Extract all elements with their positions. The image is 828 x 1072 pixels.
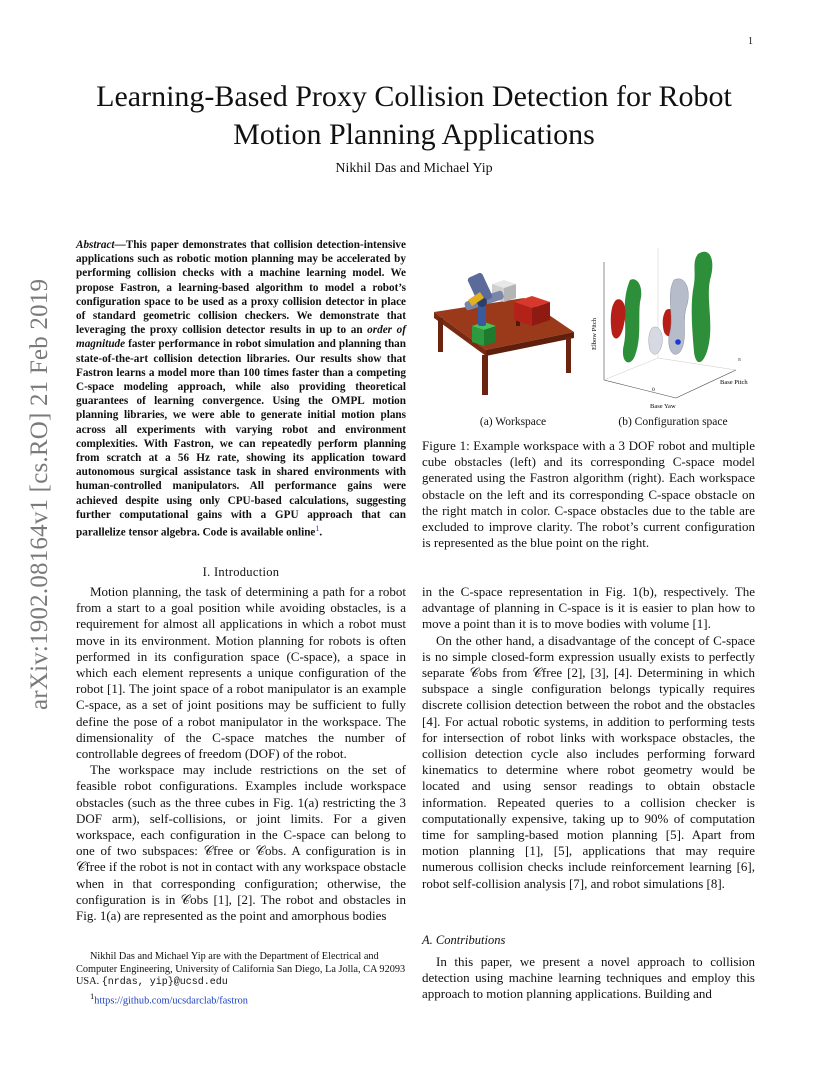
intro-body-left [76,584,406,924]
paper-title: Learning-Based Proxy Collision Detection for Robot Motion Planning Applications [96,80,732,151]
page-number: 1 [748,36,753,47]
abstract-text-b: faster performance in robot simulation and planning than state-of-the-art collision detection libraries. Our results show that Fastron learns a model more than 100 times faster than a competing C-space modeling approach, while also providing theoretical guarantees of learning convergence. Using the OMPL motion planning libraries, we were able to generate initial motion plans across all experiments with varying robot and environment complexities. With Fastron, we can repeatedly perform planning from scratch at a 56 Hz rate, showing its application toward autonomous surgical assistance task in shared environments with human-controlled manipulators. All performance gains were achieved despite using only CPU-based calculations, suggesting further computational gains with a GPU approach that can parallelize tensor algebra. Code is available online [76,338,406,539]
figure-cspace-image [586,240,756,410]
abstract-emphasis: order of magnitude [76,324,406,351]
subsection-heading-contributions: A. Contributions [422,933,506,947]
footnote-block: Nikhil Das and Michael Yip are with the Department of Electrical and Computer Engineering, University of California San Diego, La Jolla, CA 92093 USA. {nrdas, yip}@ucsd.edu $^1$https://github.com/ucsdarclab/fastron [76,951,406,1007]
footnote-url-link[interactable]: https://github.com/ucsdarclab/fastron [94,995,248,1007]
footnote-emails: {nrdas, yip}@ucsd.edu [101,977,228,989]
intro-body-right [422,584,755,892]
intro-paragraph-2-continued: in the C-space representation in Fig. 1(b), respectively. The advantage of planning in C-space is it is easier to plan how to move a point than it is to move bodies with volume [1]. [422,584,755,632]
abstract-label: Abstract [76,239,115,251]
section-heading-introduction: I. Introduction [202,565,280,579]
contributions-paragraph: In this paper, we present a novel approach to collision detection using machine learning techniques and employ this approach to motion planning applications. Building and [422,954,755,1002]
tick-zero: 0 [652,387,655,393]
arxiv-stamp: arXiv:1902.08164v1 [cs.RO] 21 Feb 2019 [26,278,53,710]
axis-label-base-pitch: Base Pitch [720,379,748,386]
footnote-affiliation: Nikhil Das and Michael Yip are with the Department of Electrical and Computer Engineering, University of California San Diego, La Jolla, CA 92093 USA. [76,951,406,988]
axis-label-base-yaw: Base Yaw [650,403,676,410]
abstract-text-a: —This paper demonstrates that collision detection-intensive applications such as robotic motion planning may be accelerated by performing collision checks with a machine learning model. We propose Fastron, a learning-based algorithm to model a robot’s configuration space to be used as a proxy collision detector in place of standard geometric collision checkers. We demonstrate that leveraging the proxy collision detector results in up to an [76,239,406,337]
tick-pi: π [738,357,741,363]
figure-workspace-image [428,262,576,402]
intro-paragraph-2: The workspace may include restrictions on the set of feasible robot configurations. Examples include workspace obstacles (such as the three cubes in Fig. 1(a) restricting the 3 DOF arm), self-collisions, or joint limits. For a given workspace, each configuration in the C-space can belong to one of two subspaces: 𝒞free or 𝒞obs. A configuration is in 𝒞free if the robot is not in contact with any workspace obstacle when in that corresponding configuration; otherwise, the configuration is in 𝒞obs [1], [2]. The robot and obstacles in Fig. 1(a) are represented as the point and amorphous bodies [76,762,406,924]
subcaption-b: (b) Configuration space [618,416,728,428]
abstract-footnote-mark[interactable]: 1 [315,524,320,534]
figure-caption: Figure 1: Example workspace with a 3 DOF robot and multiple cube obstacles (left) and its corresponding C-space model generated using the Fastron algorithm (right). Each workspace obstacle on the left and its corresponding C-space obstacle on the right match in color. C-space obstacles due to the table are excluded to improve clarity. The robot’s current configuration is represented as the blue point on the right. [422,438,755,551]
intro-paragraph-3: On the other hand, a disadvantage of the concept of C-space is no simple closed-form expression usually exists to perfectly separate 𝒞obs from 𝒞free [2], [3], [4]. Determining in which subspace a single configuration belongs typically requires discrete collision detection between the robot and the obstacles [4]. For actual robotic systems, in addition to performing tests for intersection of robot links with workspace obstacles, the collision detection cycle also includes performing forward kinematics to determine where robot geometry would be located and using sensor readings to obtain obstacle information. Repeated queries to a collision checker is computationally expensive, taking up to 90% of computation time for sampling-based motion planning [5]. Apart from motion planning [1], [5], applications that may require numerous collision checks include reinforcement learning [6], robot self-collision analysis [7], and robot simulations [8]. [422,632,755,891]
abstract: Abstract—This paper demonstrates that collision detection-intensive applications such as robotic motion planning may be accelerated by performing collision checks with a machine learning model. We propose Fastron, a learning-based algorithm to model a robot’s configuration space to be used as a proxy collision detector in place of standard geometric collision checkers. We demonstrate that leveraging the proxy collision detector results in up to an order of magnitude faster performance in robot simulation and planning than state-of-the-art collision detection libraries. Our results show that Fastron learns a model more than 100 times faster than a competing C-space modeling approach, while also providing theoretical guarantees of learning convergence. Using the OMPL motion planning libraries, we were able to generate initial motion plans across all experiments with varying robot and environment complexities. With Fastron, we can repeatedly perform planning from scratch at a 56 Hz rate, showing its application toward autonomous surgical assistance task in shared environments with human-controlled manipulators. All performance gains were achieved despite using only CPU-based calculations, suggesting further computational gains with a GPU approach that can parallelize tensor algebra. Code is available online$^1$. [76,239,406,539]
axis-label-elbow-pitch: Elbow Pitch [591,318,598,350]
intro-paragraph-1: Motion planning, the task of determining a path for a robot from a start to a goal position while avoiding obstacles, is a requirement for almost all applications in which a robot must move in its environment. Motion planning for robots is often performed in its configuration space (C-space), a space in which each element represents a unique configuration of the robot [1]. The joint space of a robot manipulator is an example C-space, as a set of joint positions may be sufficient to fully define the pose of a robot manipulator in the workspace. The dimensionality of the C-space matches the number of controllable degrees of freedom (DOF) of the robot. [76,584,406,762]
subcaption-a: (a) Workspace [479,416,547,428]
paper-authors: Nikhil Das and Michael Yip [335,161,493,176]
